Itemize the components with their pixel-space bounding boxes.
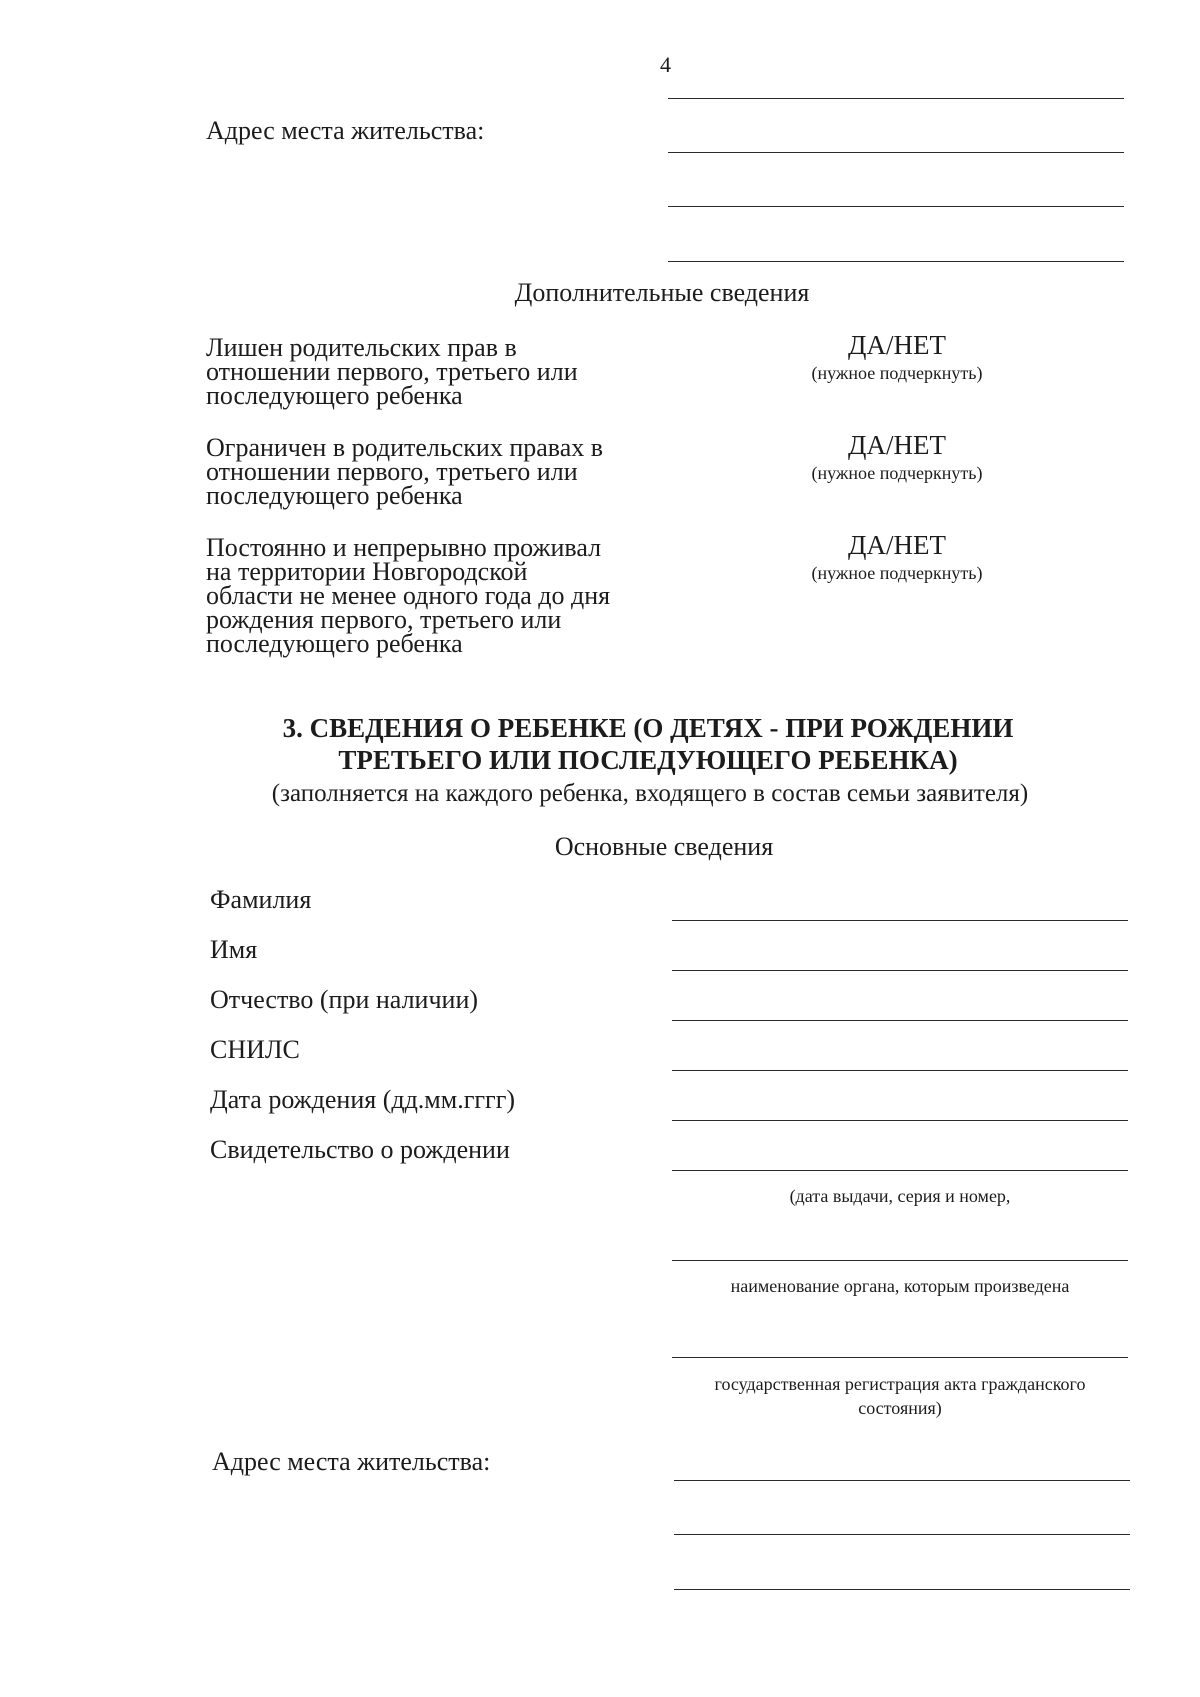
section-note: (заполняется на каждого ребенка, входящего в состав семьи заявителя) xyxy=(271,780,1029,807)
question-limited-rights xyxy=(206,433,666,510)
child-address-line-2[interactable] xyxy=(674,1534,1130,1535)
question-line: на территории Новгородской xyxy=(206,557,528,586)
field-label-name: Имя xyxy=(210,935,258,964)
answer-deprived-rights xyxy=(767,330,1027,386)
yes-no-choice[interactable]: ДА/НЕТ xyxy=(848,330,946,360)
underline-hint: (нужное подчеркнуть) xyxy=(811,463,983,483)
question-line: последующего ребенка xyxy=(206,629,463,658)
field-label-snils: СНИЛС xyxy=(210,1035,300,1064)
question-deprived-rights xyxy=(206,333,666,410)
top-address-line-3[interactable] xyxy=(668,261,1124,262)
question-residence xyxy=(206,533,666,658)
top-address-line-0[interactable] xyxy=(668,98,1124,99)
underline-hint: (нужное подчеркнуть) xyxy=(811,563,983,583)
surname-input-line[interactable] xyxy=(672,920,1128,921)
certificate-caption-4: состояния) xyxy=(858,1398,942,1418)
page-number: 4 xyxy=(660,52,671,77)
certificate-caption-3: государственная регистрация акта гражданского xyxy=(714,1374,1086,1394)
question-line: отношении первого, третьего или xyxy=(206,457,578,486)
birth-date-input-line[interactable] xyxy=(672,1120,1128,1121)
question-line: отношении первого, третьего или xyxy=(206,357,578,386)
question-line: области не менее одного года до дня xyxy=(206,581,611,610)
yes-no-choice[interactable]: ДА/НЕТ xyxy=(848,430,946,460)
certificate-issuer-line[interactable] xyxy=(672,1260,1128,1261)
field-label-birth-date: Дата рождения (дд.мм.гггг) xyxy=(210,1085,516,1114)
basic-info-heading: Основные сведения xyxy=(554,832,774,861)
underline-hint: (нужное подчеркнуть) xyxy=(811,363,983,383)
section-title-line-1: 3. СВЕДЕНИЯ О РЕБЕНКЕ (О ДЕТЯХ - ПРИ РОЖДЕНИИ xyxy=(282,713,1014,743)
question-line: Лишен родительских прав в xyxy=(206,333,517,362)
question-line: Ограничен в родительских правах в xyxy=(206,433,604,462)
additional-info-heading: Дополнительные сведения xyxy=(514,278,810,307)
certificate-caption-1: (дата выдачи, серия и номер, xyxy=(789,1186,1011,1206)
yes-no-choice[interactable]: ДА/НЕТ xyxy=(848,530,946,560)
top-address-line-1[interactable] xyxy=(668,152,1124,153)
answer-limited-rights xyxy=(767,430,1027,486)
section-title-line-2: ТРЕТЬЕГО ИЛИ ПОСЛЕДУЮЩЕГО РЕБЕНКА) xyxy=(338,745,958,775)
child-address-line-1[interactable] xyxy=(674,1480,1130,1481)
field-label-birth-certificate: Свидетельство о рождении xyxy=(210,1135,510,1164)
certificate-caption-2: наименование органа, которым произведена xyxy=(730,1276,1070,1296)
question-line: последующего ребенка xyxy=(206,481,463,510)
field-label-patronymic: Отчество (при наличии) xyxy=(210,985,479,1014)
top-address-label: Адрес места жительства: xyxy=(206,116,485,145)
birth-certificate-input-line[interactable] xyxy=(672,1170,1128,1171)
top-address-line-2[interactable] xyxy=(668,206,1124,207)
question-line: Постоянно и непрерывно проживал xyxy=(206,533,602,562)
child-address-label: Адрес места жительства: xyxy=(212,1447,491,1476)
certificate-registration-line[interactable] xyxy=(672,1357,1128,1358)
child-address-line-3[interactable] xyxy=(674,1589,1130,1590)
name-input-line[interactable] xyxy=(672,970,1128,971)
question-line: рождения первого, третьего или xyxy=(206,605,562,634)
patronymic-input-line[interactable] xyxy=(672,1020,1128,1021)
snils-input-line[interactable] xyxy=(672,1070,1128,1071)
answer-residence xyxy=(767,530,1027,586)
question-line: последующего ребенка xyxy=(206,381,463,410)
field-label-surname: Фамилия xyxy=(210,885,312,914)
